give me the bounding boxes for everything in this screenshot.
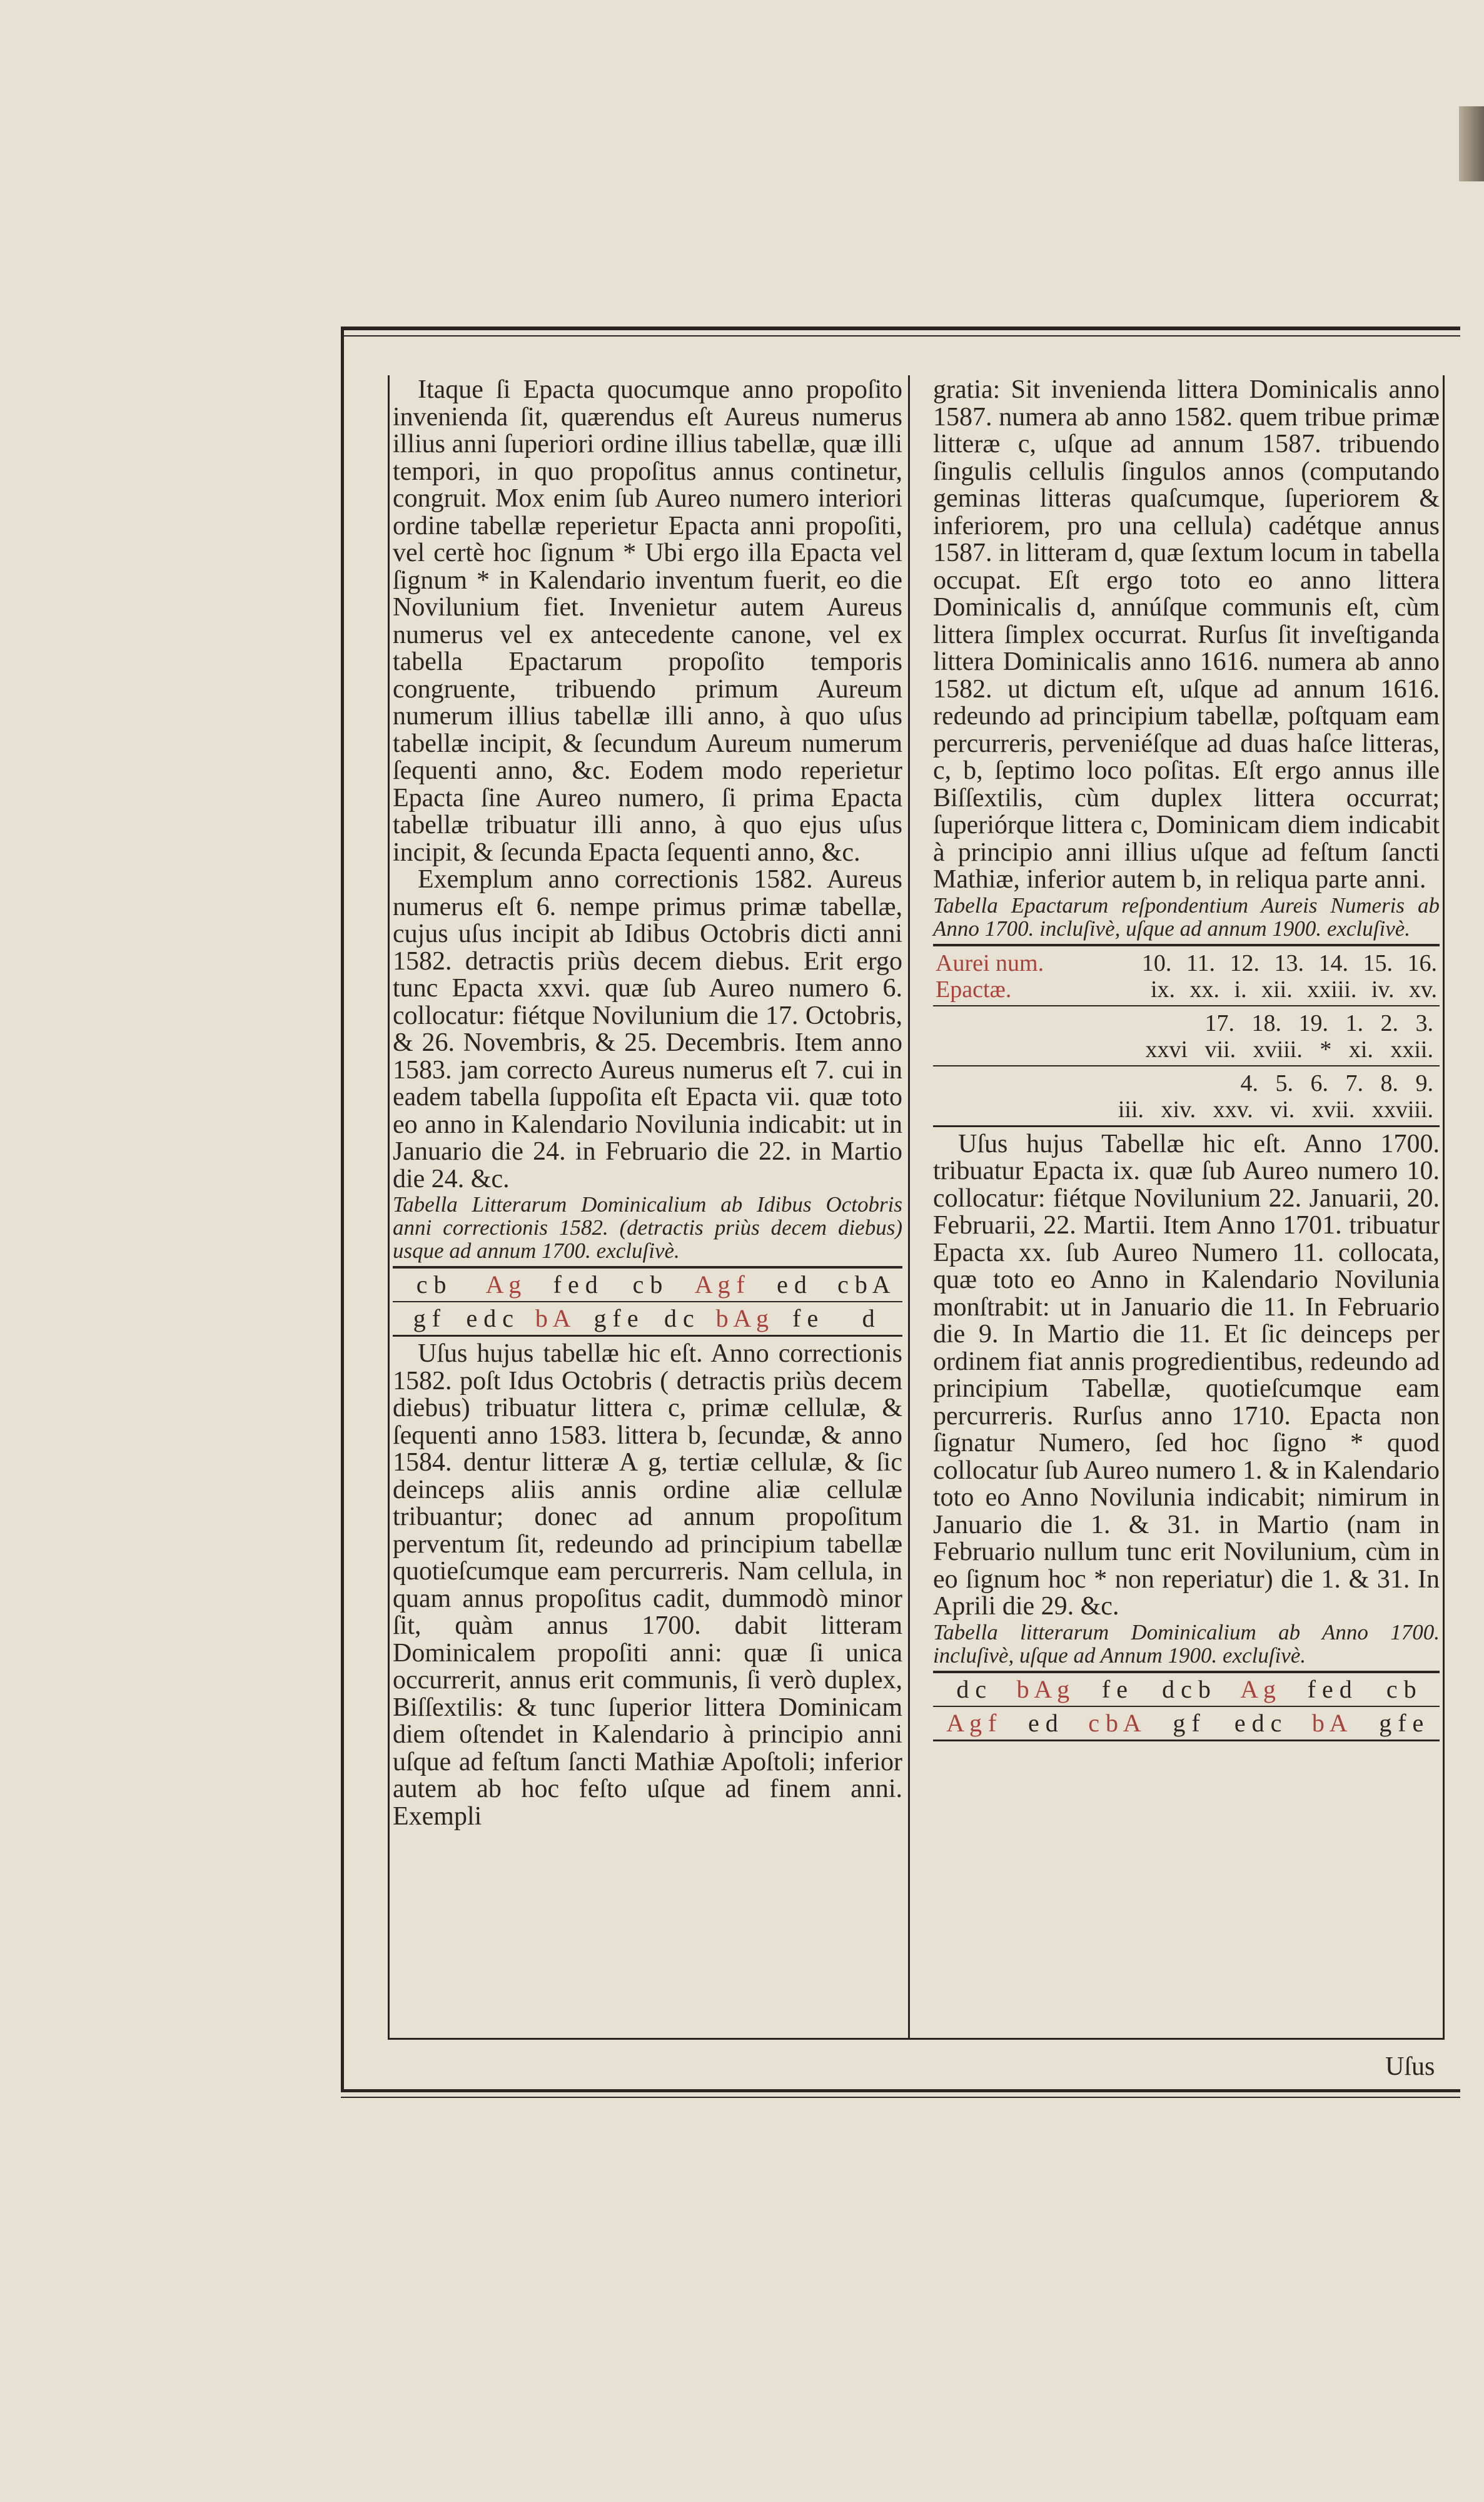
left-cell: e d: [777, 1270, 807, 1299]
left-cell: c b: [632, 1270, 663, 1299]
left-cell: d: [862, 1304, 875, 1332]
frame-left-rule: [341, 327, 344, 2090]
left-table-row-1: [393, 1269, 902, 1302]
right-cell: c b: [1386, 1674, 1416, 1703]
right-column: [933, 377, 1440, 1745]
epact-block-2: [933, 1006, 1440, 1066]
box-bottom: [388, 2038, 1445, 2040]
right-cell: A g: [1240, 1674, 1276, 1703]
left-cell: d c: [664, 1304, 694, 1332]
left-cell: g f: [413, 1304, 441, 1332]
right-table-row-1: [933, 1673, 1440, 1707]
epact-block-1: [933, 946, 1440, 1006]
right-cell: e d c: [1234, 1708, 1282, 1737]
left-cell: A g: [485, 1270, 522, 1299]
left-cell: A g f: [694, 1270, 745, 1299]
left-cell: f e: [792, 1304, 819, 1332]
left-box-left: [388, 375, 390, 2039]
frame-top-rule: [341, 327, 1460, 330]
right-box-right: [1443, 375, 1445, 2039]
left-cell: f e d: [553, 1270, 598, 1299]
left-cell: e d c: [466, 1304, 514, 1332]
right-dominical-table: [933, 1671, 1440, 1741]
right-cell: c b A: [1088, 1708, 1141, 1737]
right-cell: A g f: [946, 1708, 997, 1737]
epact-label-epactae: Epactæ.: [936, 976, 1012, 1003]
epact-block-2-top: 17. 18. 19. 1. 2. 3.: [1204, 1010, 1433, 1036]
right-cell: f e: [1101, 1674, 1128, 1703]
right-paragraph-2: Uſus hujus Tabellæ hic eſt. Anno 1700. tribuatur Epacta ix. quæ ſub Aureo numero 10. collocatur: fiétque Novilunium 22. Januarii, 20. Februarii, 22. Martii. Item Anno 1701. tribuatur Epacta xx. ſub Aureo Numero 11. collocata, quæ toto eo Anno in Kalendario Novilunia monſtrabit: ut in Januario die 11. In Februario die 9. In Martio die 11. Et ſic deinceps per ordinem fiat annis progredientibus, redeundo ad principium Tabellæ, quotieſcumque eam percurreris. Rurſus anno 1710. Epacta non ſignatur Numero, ſed hoc ſigno * quod collocatur ſub Aureo numero 1. & in Kalendario toto eo Anno Novilunia indicabit; nimirum in Januario die 1. & 31. in Martio (nam in Februario nullum tunc erit Novilunium, cùm in eo ſignum hoc * non reperiatur) die 1. & 31. In Aprili die 29. &c.: [933, 1129, 1440, 1621]
epact-block-2-bottom: xxvi vii. xviii. * xi. xxii.: [1145, 1036, 1433, 1063]
left-paragraph-3: Uſus hujus tabellæ hic eſt. Anno correctionis 1582. poſt Idus Octobris ( detractis priùs decem diebus) tribuatur littera c, primæ cellulæ, & ſequenti anno 1583. littera b, ſecundæ, & anno 1584. dentur litteræ A g, tertiæ cellulæ, & ſic deinceps aliis annis ordine aliæ cellulæ tribuantur; donec ad annum propoſitum perventum ſit, redeundo ad principium tabellæ quotieſcumque eam percurreris. Nam cellula, in quam annus propoſitus cadit, dummodò minor ſit, quàm annus 1700. dabit litteram Dominicalem propoſiti anni: quæ ſi unica occurrerit, annus erit communis, ſi verò duplex, Biſſextilis: & tunc ſuperior littera Dominicam diem oſtendet in Kalendario à principio anni uſque ad feſtum ſancti Mathiæ Apoſtoli; inferior autem ab hoc feſto uſque ad finem anni. Exempli: [393, 1339, 902, 1831]
epact-block-1-bottom: ix. xx. i. xii. xxiii. iv. xv.: [1150, 976, 1437, 1003]
left-cell: b A: [535, 1304, 571, 1332]
catchword: Uſus: [1385, 2052, 1435, 2081]
right-paragraph-1: gratia: Sit invenienda littera Dominicalis anno 1587. numera ab anno 1582. quem tribue primæ litteræ c, uſque ad annum 1587. tribuendo ſingulis cellulis ſingulos annos (computando geminas litteras quaſcumque, ſuperiorem & inferiorem, pro una cellula) cadétque annus 1587. in litteram d, quæ ſextum locum in tabella occupat. Eſt ergo toto eo anno littera Dominicalis d, annúſque communis eſt, cùm littera ſimplex occurrat. Rurſus ſit inveſtiganda littera Dominicalis anno 1616. numera ab anno 1582. ut dictum eſt, uſque ad annum 1616. redeundo ad principium tabellæ, poſtquam eam percurreris, perveniéſque ad duas haſce litteras, c, b, ſeptimo loco poſitas. Eſt ergo annus ille Biſſextilis, cùm duplex littera occurrat; ſuperiórque littera c, Dominicam diem indicabit à principio anni illius uſque ad feſtum ſancti Mathiæ, inferior autem b, in reliqua parte anni.: [933, 375, 1440, 894]
left-dominical-table: [393, 1266, 902, 1337]
left-cell: g f e: [593, 1304, 639, 1332]
right-cell: g f e: [1379, 1708, 1424, 1737]
left-column: [393, 377, 902, 1830]
epact-table-title: Tabella Epactarum reſpondentium Aureis Numeris ab Anno 1700. incluſivè, uſque ad annum 1900. excluſivè.: [933, 893, 1440, 941]
left-table-row-2: [393, 1302, 902, 1335]
center-divider: [908, 375, 910, 2039]
right-cell: g f: [1173, 1708, 1200, 1737]
frame-top-rule-thin: [341, 335, 1460, 337]
epact-block-3-top: 4. 5. 6. 7. 8. 9.: [1240, 1070, 1433, 1097]
epact-label-aurei: Aurei num.: [936, 950, 1044, 976]
epact-block-3-bottom: iii. xiv. xxv. vi. xvii. xxviii.: [1118, 1096, 1433, 1123]
left-cell: c b: [416, 1270, 447, 1299]
right-cell: e d: [1027, 1708, 1058, 1737]
epact-block-3: [933, 1066, 1440, 1125]
right-table-title: Tabella litterarum Dominicalium ab Anno 1700. incluſivè, uſque ad Annum 1900. excluſivè.: [933, 1619, 1440, 1668]
right-table-row-2: [933, 1707, 1440, 1740]
left-paragraph-1: Itaque ſi Epacta quocumque anno propoſito invenienda ſit, quærendus eſt Aureus numerus illius anni ſuperiori ordine illius tabellæ, quæ illi tempori, in quo propoſitus annus continetur, congruit. Mox enim ſub Aureo numero interiori ordine tabellæ reperietur Epacta anni propoſiti, vel certè hoc ſignum * Ubi ergo illa Epacta vel ſignum * in Kalendario inventum fuerit, eo die Novilunium fiet. Invenietur autem Aureus numerus vel ex antecedente canone, vel ex tabella Epactarum propoſito temporis congruente, tribuendo primum Aureum numerum illius tabellæ illi anno, à quo uſus tabellæ incipit, & ſecundum Aureum numerum ſequenti anno, &c. Eodem modo reperietur Epacta ſine Aureo numero, ſi prima Epacta tabellæ tribuatur illi anno, à quo ejus uſus incipit, & ſecunda Epacta ſequenti anno, &c.: [393, 375, 902, 867]
page-edge-shadow: [1459, 106, 1484, 181]
left-cell: c b A: [837, 1270, 891, 1299]
frame-bottom-rule: [341, 2089, 1460, 2092]
right-cell: b A: [1311, 1708, 1348, 1737]
frame-bottom-rule-thin: [341, 2097, 1460, 2098]
left-paragraph-2: Exemplum anno correctionis 1582. Aureus numerus eſt 6. nempe primus primæ tabellæ, cujus uſus incipit ab Idibus Octobris dicti anni 1582. detractis priùs decem diebus. Erit ergo tunc Epacta xxvi. quæ ſub Aureo numero 6. collocatur: fiétque Novilunium die 17. Octobris, & 26. Novembris, & 25. Decembris. Item anno 1583. jam correcto Aureus numerus eſt 7. cui in eadem tabella ſuppoſita eſt Epacta vii. quæ toto eo anno in Kalendario Novilunia indicabit: ut in Januario die 24. in Februario die 22. in Martio die 24. &c.: [393, 865, 902, 1193]
right-cell: d c b: [1162, 1674, 1211, 1703]
right-cell: f e d: [1307, 1674, 1352, 1703]
left-cell: b A g: [715, 1304, 769, 1332]
epact-block-1-top: 10. 11. 12. 13. 14. 15. 16.: [1141, 950, 1437, 976]
right-cell: d c: [956, 1674, 987, 1703]
epact-table: [933, 944, 1440, 1127]
left-table-title: Tabella Litterarum Dominicalium ab Idibus Octobris anni correctionis 1582. (detractis priùs decem diebus) usque ad annum 1700. excluſivè.: [393, 1192, 902, 1263]
right-cell: b A g: [1016, 1674, 1070, 1703]
